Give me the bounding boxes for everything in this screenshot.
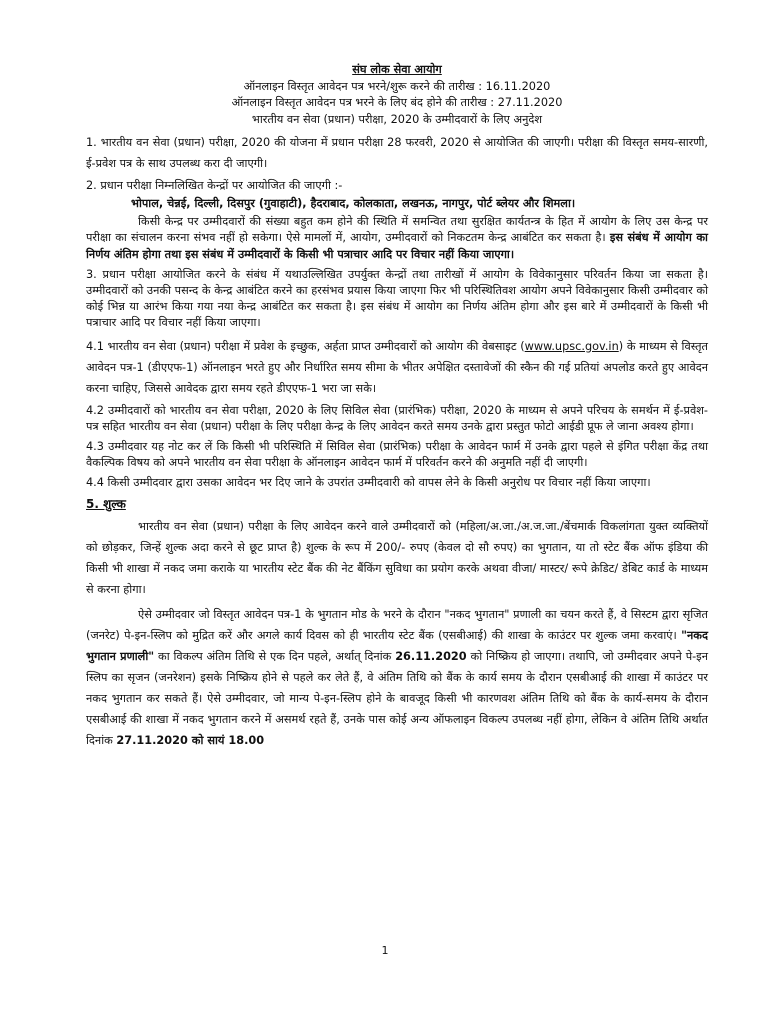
open-date-line: ऑनलाइन विस्तृत आवेदन पत्र भरने/शुरू करने की तारीख : 16.11.2020 <box>243 80 551 94</box>
paragraph-2b-text: किसी केन्द्र पर उम्मीदवारों की संख्या बहुत कम होने की स्थिति में समन्वित तथा सुरक्षित कार्यतन्त्र के हित में आयोग के लिए उस केन्द्र पर परीक्षा का संचालन करना संभव नहीं हो सकेगा। ऐसे मामलों में, आयोग, उम्मीदवारों को निकटतम केन्द्र आबंटित कर सकता है। <box>86 215 708 245</box>
paragraph-5b-b3: 27.11.2020 को सायं 18.00 <box>116 733 265 747</box>
paragraph-4-1-after: ) के माध्यम से विस्तृत आवेदन पत्र-1 (डीएएफ-1) ऑनलाइन भरते हुए और निर्धारित समय सीमा के भीतर अपेक्षित दस्तावेजों की स्कैन की गई प्रतियां अपलोड करते हुए आवेदन करना चाहिए, जिससे आवेदक द्वारा समय रहते डीएएफ-1 भरा जा सके। <box>86 339 708 395</box>
paragraph-1: 1. भारतीय वन सेवा (प्रधान) परीक्षा, 2020 की योजना में प्रधान परीक्षा 28 फरवरी, 2020 से आयोजित की जाएगी। परीक्षा की विस्तृत समय-सारणी, ई-प्रवेश पत्र के साथ उपलब्ध करा दी जाएगी। <box>86 135 708 170</box>
paragraph-5b-b2: 26.11.2020 <box>395 649 467 663</box>
close-date-line: ऑनलाइन विस्तृत आवेदन पत्र भरने के लिए बंद होने की तारीख : 27.11.2020 <box>231 96 563 110</box>
section-5-heading: 5. शुल्क <box>86 496 126 511</box>
paragraph-2b-bold: इस संबंध में आयोग का निर्णय अंतिम होगा तथा इस संबंध में उम्मीदवारों के किसी भी पत्राचार आदि पर विचार नहीं किया जाएगा। <box>86 231 708 261</box>
paragraph-5a: भारतीय वन सेवा (प्रधान) परीक्षा के लिए आवेदन करने वाले उम्मीदवारों को (महिला/अ.जा./अ.ज.जा./बेंचमार्क विकलांगता युक्त व्यक्तियों को छोड़कर, जिन्हें शुल्क अदा करने से छूट प्राप्त है) शुल्क के रूप में 200/- रुपए (केवल दो सौ रुपए) का भुगतान, या तो स्टेट बैंक ऑफ इंडिया की किसी भी शाखा में नकद जमा कराके या भारतीय स्टेट बैंक की नेट बैंकिंग सुविधा का प्रयोग करके अथवा वीजा/ मास्टर/ रूपे क्रेडिट/ डेबिट कार्ड के माध्यम से करना होगा। <box>86 519 708 596</box>
paragraph-3: 3. प्रधान परीक्षा आयोजित करने के संबंध में यथाउल्लिखित उपर्युक्त केन्द्रों तथा तारीखों में आयोग के विवेकानुसार परिवर्तन किया जा सकता है। उम्मीदवारों को उनकी पसन्द के केन्द्र आबंटित करने का हरसंभव प्रयास किया जाएगा फिर भी परिस्थितिवश आयोग अपने विवेकानुसार किसी उम्मीदवार को कोई भिन्न या आरंभ किया गया नया केन्द्र आबंटित कर सकता है। इस संबंध में आयोग का निर्णय अंतिम होगा और इस बारे में उम्मीदवारों के किसी भी पत्राचार आदि पर विचार नहीं किया जाएगा। <box>86 267 708 330</box>
paragraph-4-1-before: 4.1 भारतीय वन सेवा (प्रधान) परीक्षा में प्रवेश के इच्छुक, अर्हता प्राप्त उम्मीदवारों को आयोग की वेबसाइट ( <box>86 339 525 353</box>
paragraph-4-3: 4.3 उम्मीदवार यह नोट कर लें कि किसी भी परिस्थिति में सिविल सेवा (प्रारंभिक) परीक्षा के आवेदन फार्म में उनके द्वारा पहले से इंगित परीक्षा केंद्र तथा वैकल्पिक विषय को अपने भारतीय वन सेवा परीक्षा के ऑनलाइन आवेदन फार्म में परिवर्तन करने की अनुमति नहीं दी जाएगी। <box>86 440 708 470</box>
paragraph-5b-t2: का विकल्प अंतिम तिथि से एक दिन पहले, अर्थात् दिनांक <box>154 649 396 663</box>
paragraph-4-1 <box>86 336 708 399</box>
page-number: 1 <box>381 944 389 957</box>
document-page <box>86 62 708 755</box>
instructions-heading: भारतीय वन सेवा (प्रधान) परीक्षा, 2020 के उम्मीदवारों के लिए अनुदेश <box>251 112 543 126</box>
paragraph-2: 2. प्रधान परीक्षा निम्नलिखित केन्द्रों पर आयोजित की जाएगी :- <box>86 178 343 192</box>
paragraph-4-2: 4.2 उम्मीदवारों को भारतीय वन सेवा परीक्षा, 2020 के लिए सिविल सेवा (प्रारंभिक) परीक्षा, 2020 के माध्यम से अपने परिचय के समर्थन में ई-प्रवेश-पत्र सहित भारतीय वन सेवा (प्रधान) परीक्षा के लिए परीक्षा केन्द्र के लिए आवेदन करते समय उनके द्वारा प्रस्तुत फोटो आईडी प्रूफ ले जाना अवश्य होगा। <box>86 403 708 433</box>
paragraph-4-4: 4.4 किसी उम्मीदवार द्वारा उसका आवेदन भर दिए जाने के उपरांत उम्मीदवारी को वापस लेने के किसी अनुरोध पर विचार नहीं किया जाएगा। <box>86 476 651 490</box>
paragraph-2b <box>86 214 708 263</box>
paragraph-5b-t1: ऐसे उम्मीदवार जो विस्तृत आवेदन पत्र-1 के भुगतान मोड के भरने के दौरान "नकद भुगतान" प्रणाली का चयन करते हैं, वे सिस्टम द्वारा सृजित (जनरेट) पे-इन-स्लिप को मुद्रित करें और अगले कार्य दिवस को ही भारतीय स्टेट बैंक (एसबीआई) की शाखा के काउंटर पर शुल्क जमा करवाएं। <box>86 607 708 642</box>
paragraph-5b-b1: "नकद भुगतान प्रणाली" <box>86 628 708 663</box>
paragraph-5b-t3: को निष्क्रिय हो जाएगा। तथापि, जो उम्मीदवार अपने पे-इन स्लिप का सृजन (जनरेशन) इसके निष्क्रिय होने से पहले कर लेते हैं, वे अंतिम तिथि को बैंक के कार्य समय के दौरान एसबीआई की शाखा में काउंटर पर नकद भुगतान कर सकते हैं। ऐसे उम्मीदवार, जो मान्य पे-इन-स्लिप होने के बावजूद किसी भी कारणवश अंतिम तिथि को बैंक के कार्य-समय के दौरान एसबीआई की शाखा में नकद भुगतान करने में असमर्थ रहते हैं, उनके पास कोई अन्य ऑफलाइन विकल्प उपलब्ध नहीं होगा, लेकिन वे अंतिम तिथि अर्थात दिनांक <box>86 649 708 747</box>
centres-list: भोपाल, चेन्नई, दिल्ली, दिसपुर (गुवाहाटी), हैदराबाद, कोलकाता, लखनऊ, नागपुर, पोर्ट ब्लेयर और शिमला। <box>131 197 576 211</box>
paragraph-5b <box>86 604 708 751</box>
document-title: संघ लोक सेवा आयोग <box>352 63 442 76</box>
upsc-website-link[interactable]: www.upsc.gov.in <box>524 339 619 353</box>
